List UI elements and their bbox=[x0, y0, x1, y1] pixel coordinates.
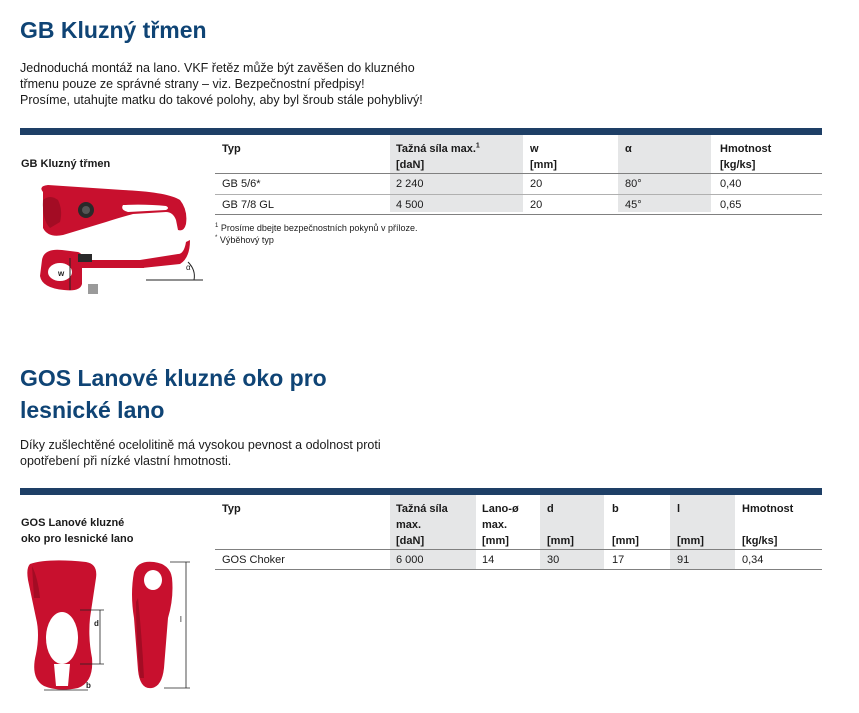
header-l-unit: [mm] bbox=[677, 535, 704, 547]
figure-label-l: l bbox=[180, 615, 182, 624]
header-b-unit: [mm] bbox=[612, 535, 639, 547]
gos-side-eye bbox=[144, 570, 162, 590]
header-d-unit: [mm] bbox=[547, 535, 574, 547]
header-rope: Lano-ø max. [mm] bbox=[482, 503, 519, 547]
row-d: 30 bbox=[547, 554, 560, 566]
row-mass: 0,65 bbox=[720, 199, 742, 211]
gos-choker-front-image bbox=[18, 558, 118, 698]
row-typ: GOS Choker bbox=[222, 554, 285, 566]
section1-intro bbox=[20, 60, 423, 108]
figure-label-w: w bbox=[58, 269, 65, 278]
row-alpha: 80° bbox=[625, 178, 642, 190]
gos-front-eye bbox=[46, 612, 78, 664]
header-force: Tažná síla max. [daN] bbox=[396, 503, 448, 547]
row-mass: 0,34 bbox=[742, 554, 764, 566]
intro-line: Prosíme, utahujte matku do takové polohy, aby byl šroub stále pohyblivý! bbox=[20, 93, 423, 107]
header-divider bbox=[215, 173, 822, 174]
intro-line: Jednoduchá montáž na lano. VKF řetěz může být zavěšen do kluzného bbox=[20, 61, 415, 75]
header-l: l bbox=[677, 503, 681, 515]
row-force: 2 240 bbox=[396, 178, 424, 190]
header-force: Tažná síla max.$^1$ [daN] bbox=[396, 142, 480, 171]
intro-line: Díky zušlechtěné ocelolitině má vysokou pevnost a odolnost proti bbox=[20, 438, 381, 452]
section2-product-label: GOS Lanové kluzné oko pro lesnické lano bbox=[21, 517, 134, 545]
section2-title-line: lesnické lano bbox=[20, 397, 165, 423]
clamp-side-hook bbox=[140, 240, 190, 268]
gos-front-slot bbox=[54, 664, 70, 686]
header-d: d bbox=[547, 503, 554, 515]
intro-line: třmenu pouze ze správné strany – viz. Bezpečnostní předpisy! bbox=[20, 77, 365, 91]
row-rope: 14 bbox=[482, 554, 495, 566]
section1-table-bar bbox=[20, 128, 822, 135]
row-divider bbox=[215, 194, 822, 195]
section2-table-bar bbox=[20, 488, 822, 495]
header-mass: Hmotnost bbox=[742, 503, 794, 515]
table-bottom-line bbox=[215, 214, 822, 215]
header-mass-unit: [kg/ks] bbox=[742, 535, 778, 547]
header-typ: Typ bbox=[222, 143, 241, 155]
section2-intro bbox=[20, 437, 381, 469]
row-force: 6 000 bbox=[396, 554, 424, 566]
header-typ: Typ bbox=[222, 503, 241, 515]
footnote: $^1$ Prosíme dbejte bezpečnostních pokynů v příloze. bbox=[215, 223, 418, 233]
header-w: w [mm] bbox=[530, 143, 557, 171]
row-l: 91 bbox=[677, 554, 690, 566]
row-typ: GB 5/6* bbox=[222, 178, 261, 190]
clamp-body bbox=[41, 185, 186, 236]
section1-title: GB Kluzný třmen bbox=[20, 17, 207, 43]
figure-label-d: d bbox=[94, 619, 99, 628]
row-force: 4 500 bbox=[396, 199, 424, 211]
header-b: b bbox=[612, 503, 619, 515]
row-b: 17 bbox=[612, 554, 625, 566]
header-divider bbox=[215, 549, 822, 550]
clamp-side-nut bbox=[88, 284, 98, 294]
row-mass: 0,40 bbox=[720, 178, 742, 190]
row-typ: GB 7/8 GL bbox=[222, 199, 274, 211]
row-alpha: 45° bbox=[625, 199, 642, 211]
intro-line: opotřebení při nízké vlastní hmotnosti. bbox=[20, 454, 232, 468]
gos-choker-side-image bbox=[124, 558, 204, 698]
section1-product-label: GB Kluzný třmen bbox=[21, 158, 111, 170]
header-alpha: α bbox=[625, 143, 632, 155]
footnote: * Výběhový typ bbox=[215, 235, 274, 245]
clamp-nut-inner bbox=[82, 206, 90, 214]
figure-label-b: b bbox=[86, 681, 91, 690]
section2-title-line: GOS Lanové kluzné oko pro bbox=[20, 365, 327, 391]
clamp-side-bolt bbox=[78, 254, 92, 262]
row-w: 20 bbox=[530, 199, 543, 211]
row-w: 20 bbox=[530, 178, 543, 190]
header-mass: Hmotnost [kg/ks] bbox=[720, 143, 772, 171]
table-bottom-line bbox=[215, 569, 822, 570]
figure-label-alpha: α bbox=[186, 263, 191, 272]
gb-slide-clamp-image bbox=[28, 180, 208, 300]
